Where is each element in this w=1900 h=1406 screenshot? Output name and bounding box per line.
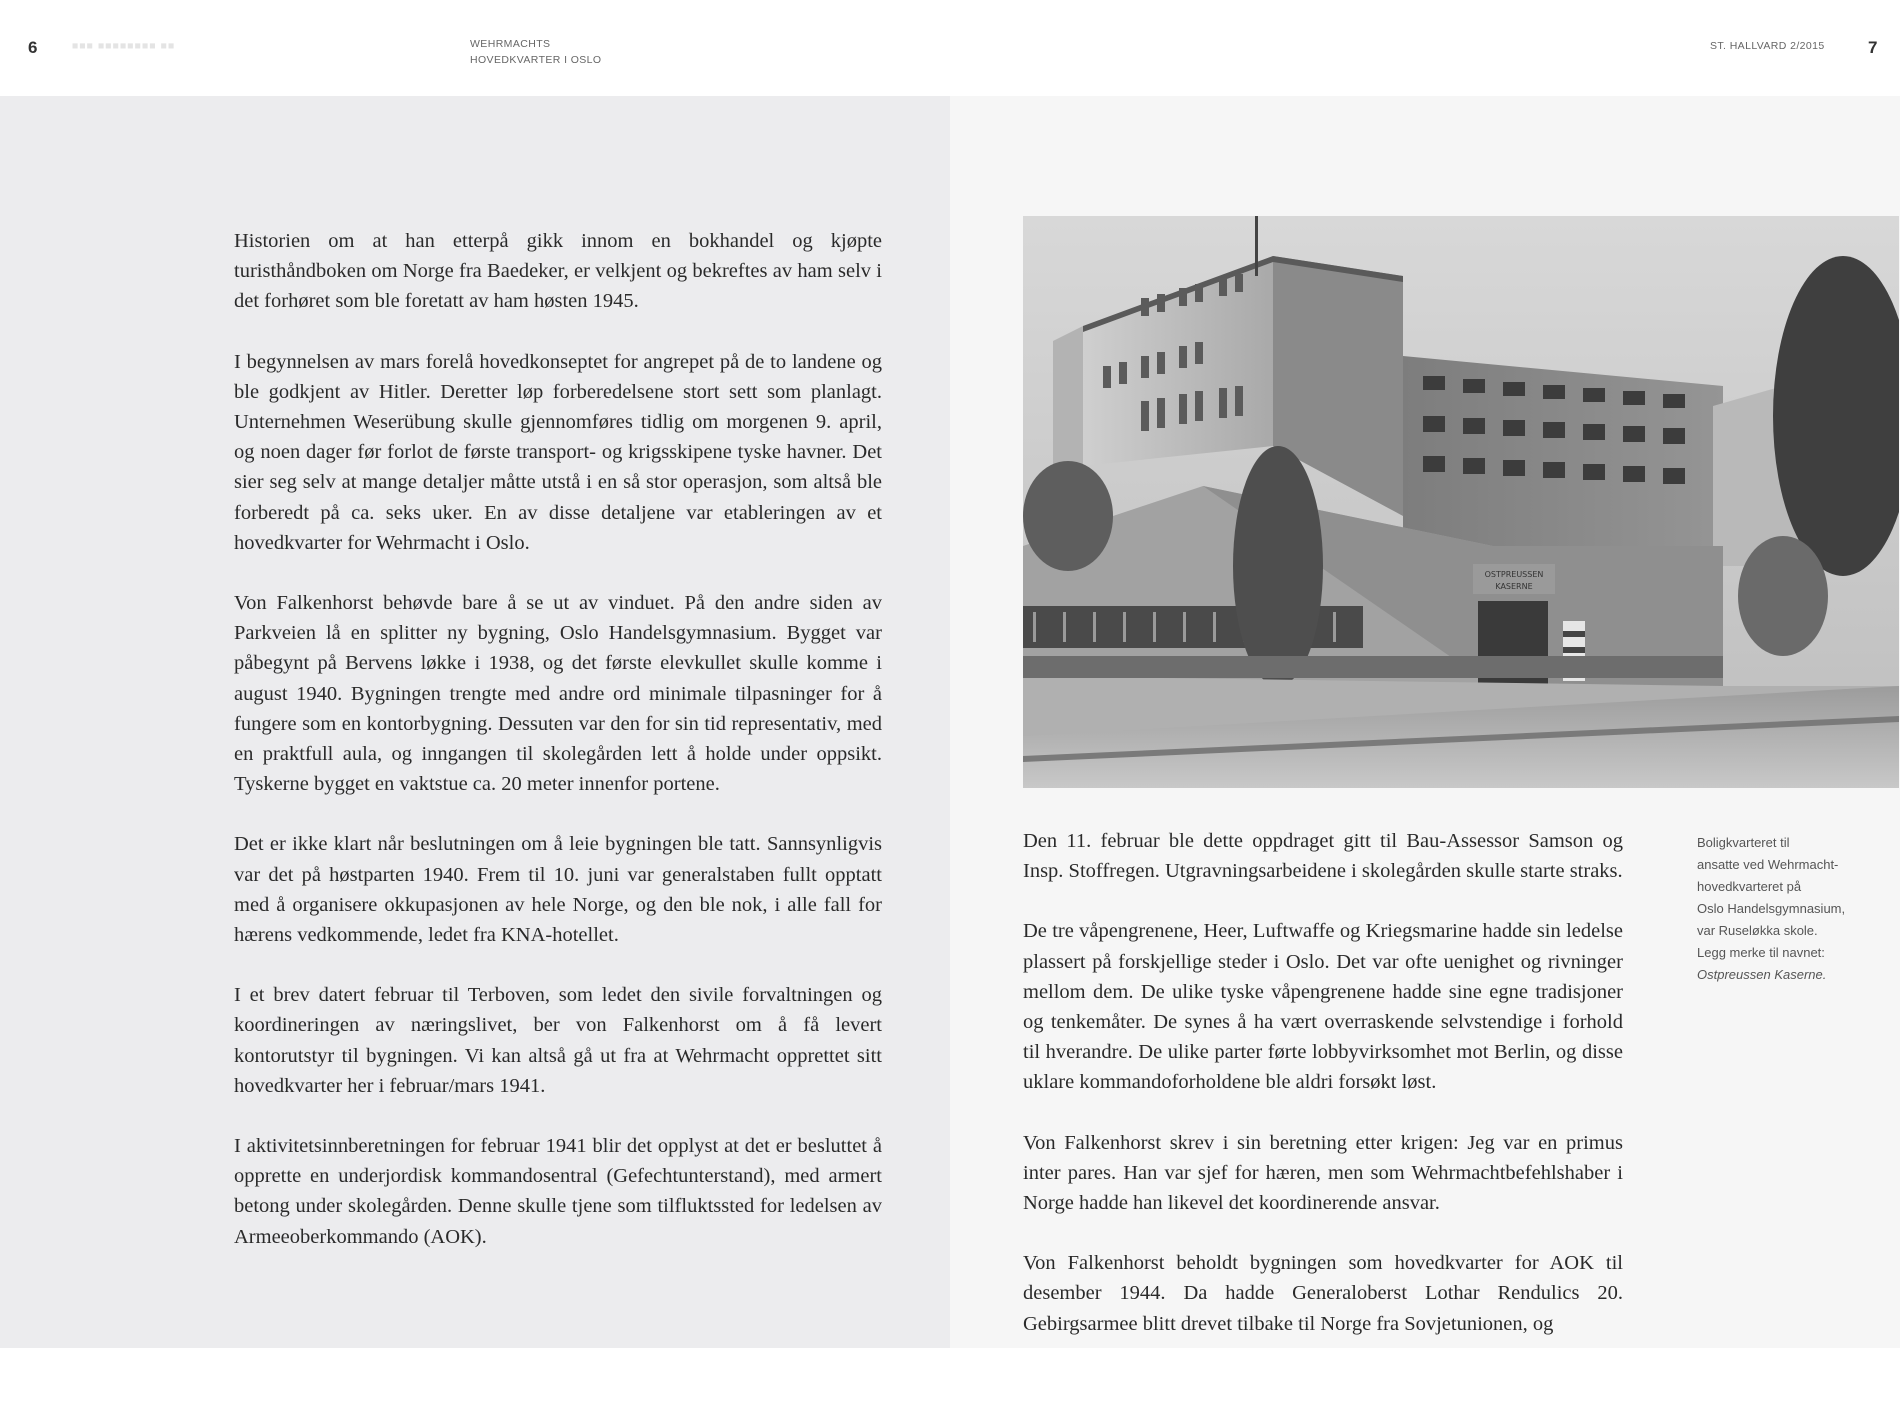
paragraph: I aktivitetsinnberetningen for februar 1941 blir det opplyst at det er besluttet å opprette en underjordisk kommandosentral (Gefechtunterstand), med armert betong under skolegården. Denne skulle tjene som tilfluktssted for ledelsen av Armeeoberkommando (AOK). — [234, 1135, 882, 1248]
right-page-number: 7 — [1868, 38, 1878, 57]
barracks-photo — [1023, 216, 1899, 788]
running-head-line-2: HOVEDKVARTER I OSLO — [470, 54, 602, 66]
left-running-head — [470, 36, 602, 68]
left-page-footer — [0, 1348, 950, 1406]
left-ghost-header: ■■■ ■■■■■■■■ ■■ — [72, 40, 176, 52]
paragraph: I et brev datert februar til Terboven, som ledet den sivile forvaltningen og koordineringen av næringslivet, ber von Falkenhorst om å få levert kontorutstyr til bygningen. Vi kan altså gå ut fra at Wehrmacht opprettet sitt hovedkvarter her i februar/mars 1941. — [234, 984, 882, 1097]
caption-line: Legg merke til navnet: — [1697, 945, 1825, 960]
paragraph: I begynnelsen av mars forelå hovedkonseptet for angrepet på de to landene og ble godkjent av Hitler. Deretter løp forberedelsene stort sett som planlagt. Unternehmen Weserübung skulle gjennomføres tidlig om morgenen 9. april, og noen dager før forlot de første transport- og krigsskipene tyske havner. Det sier seg selv at mange detaljer måtte utstå i en så stor operasjon, som altså ble forberedt på ca. seks uker. En av disse detaljene var etableringen av et hovedkvarter for Wehrmacht i Oslo. — [234, 350, 882, 554]
caption-line: Boligkvarteret til — [1697, 835, 1790, 850]
paragraph: Det er ikke klart når beslutningen om å leie bygningen ble tatt. Sannsynligvis var det på høstparten 1940. Frem til 10. juni var generalstaben fullt opptatt med å organisere okkupasjonen av hele Norge, og den ble nok, i alle fall for hærens vedkommende, ledet fra KNA-hotellet. — [234, 833, 882, 947]
right-page — [950, 0, 1900, 1406]
paragraph: Historien om at han etterpå gikk innom en bokhandel og kjøpte turisthåndboken om Norge fra Baedeker, er velkjent og bekreftes av ham selv i det forhøret som ble foretatt av ham høsten 1945. — [234, 230, 882, 313]
running-head-line-1: WEHRMACHTS — [470, 38, 551, 50]
right-running-head: ST. HALLVARD 2/2015 — [1710, 40, 1825, 52]
paragraph: Von Falkenhorst behøvde bare å se ut av vinduet. På den andre siden av Parkveien lå en splitter ny bygning, Oslo Handelsgymnasium. Bygget var påbegynt på Bervens løkke i 1938, og det første elevkullet skulle komme i august 1940. Bygningen trengte med andre ord minimale tilpasninger for å fungere som en kontorbygning. Dessuten var den for sin tid representativ, med en praktfull aula, og inngangen til skolegården lett å holde under oppsikt. Tyskerne bygget en vaktstue ca. 20 meter innenfor portene. — [234, 592, 882, 796]
caption-line: hovedkvarteret på — [1697, 879, 1802, 894]
paragraph: Den 11. februar ble dette oppdraget gitt til Bau-Assessor Samson og Insp. Stoffregen. Utgravningsarbeidene i skolegården skulle starte straks. — [1023, 830, 1623, 883]
left-text-column — [234, 226, 882, 1282]
barracks-photo-drawing — [1023, 216, 1899, 788]
sign-text-line-2: KASERNE — [1495, 582, 1533, 591]
caption-line: Oslo Handelsgymnasium, — [1697, 901, 1846, 916]
sign-text-line-1: OSTPREUSSEN — [1484, 570, 1544, 579]
caption-line: ansatte ved Wehrmacht- — [1697, 857, 1839, 872]
photo-caption — [1697, 832, 1887, 986]
caption-line: var Ruseløkka skole. — [1697, 923, 1818, 938]
paragraph: De tre våpengrenene, Heer, Luftwaffe og Kriegsmarine hadde sin ledelse plassert på forskjellige steder i Oslo. Det var ofte uenighet og rivninger mellom dem. De ulike tyske våpengrenene hadde sine egne tradisjoner og tenkemåter. De synes å ha vært overraskende selvstendige i forhold til hverandre. De ulike parter førte lobbyvirksomhet mot Berlin, og disse uklare kommandoforholdene ble aldri forsøkt løst. — [1023, 920, 1623, 1094]
paragraph: Von Falkenhorst beholdt bygningen som hovedkvarter for AOK til desember 1944. Da hadde Generaloberst Lothar Rendulics 20. Gebirgsarmee blitt drevet tilbake til Norge fra Sovjetunionen, og — [1023, 1252, 1623, 1335]
right-text-column — [1023, 826, 1623, 1369]
left-page-number: 6 — [28, 38, 38, 57]
paragraph: Von Falkenhorst skrev i sin beretning etter krigen: Jeg var en primus inter pares. Han var sjef for hæren, men som Wehrmachtbefehlshaber i Norge hadde han likevel det koordinerende ansvar. — [1023, 1131, 1623, 1215]
caption-italic-name: Ostpreussen Kaserne. — [1697, 967, 1827, 982]
